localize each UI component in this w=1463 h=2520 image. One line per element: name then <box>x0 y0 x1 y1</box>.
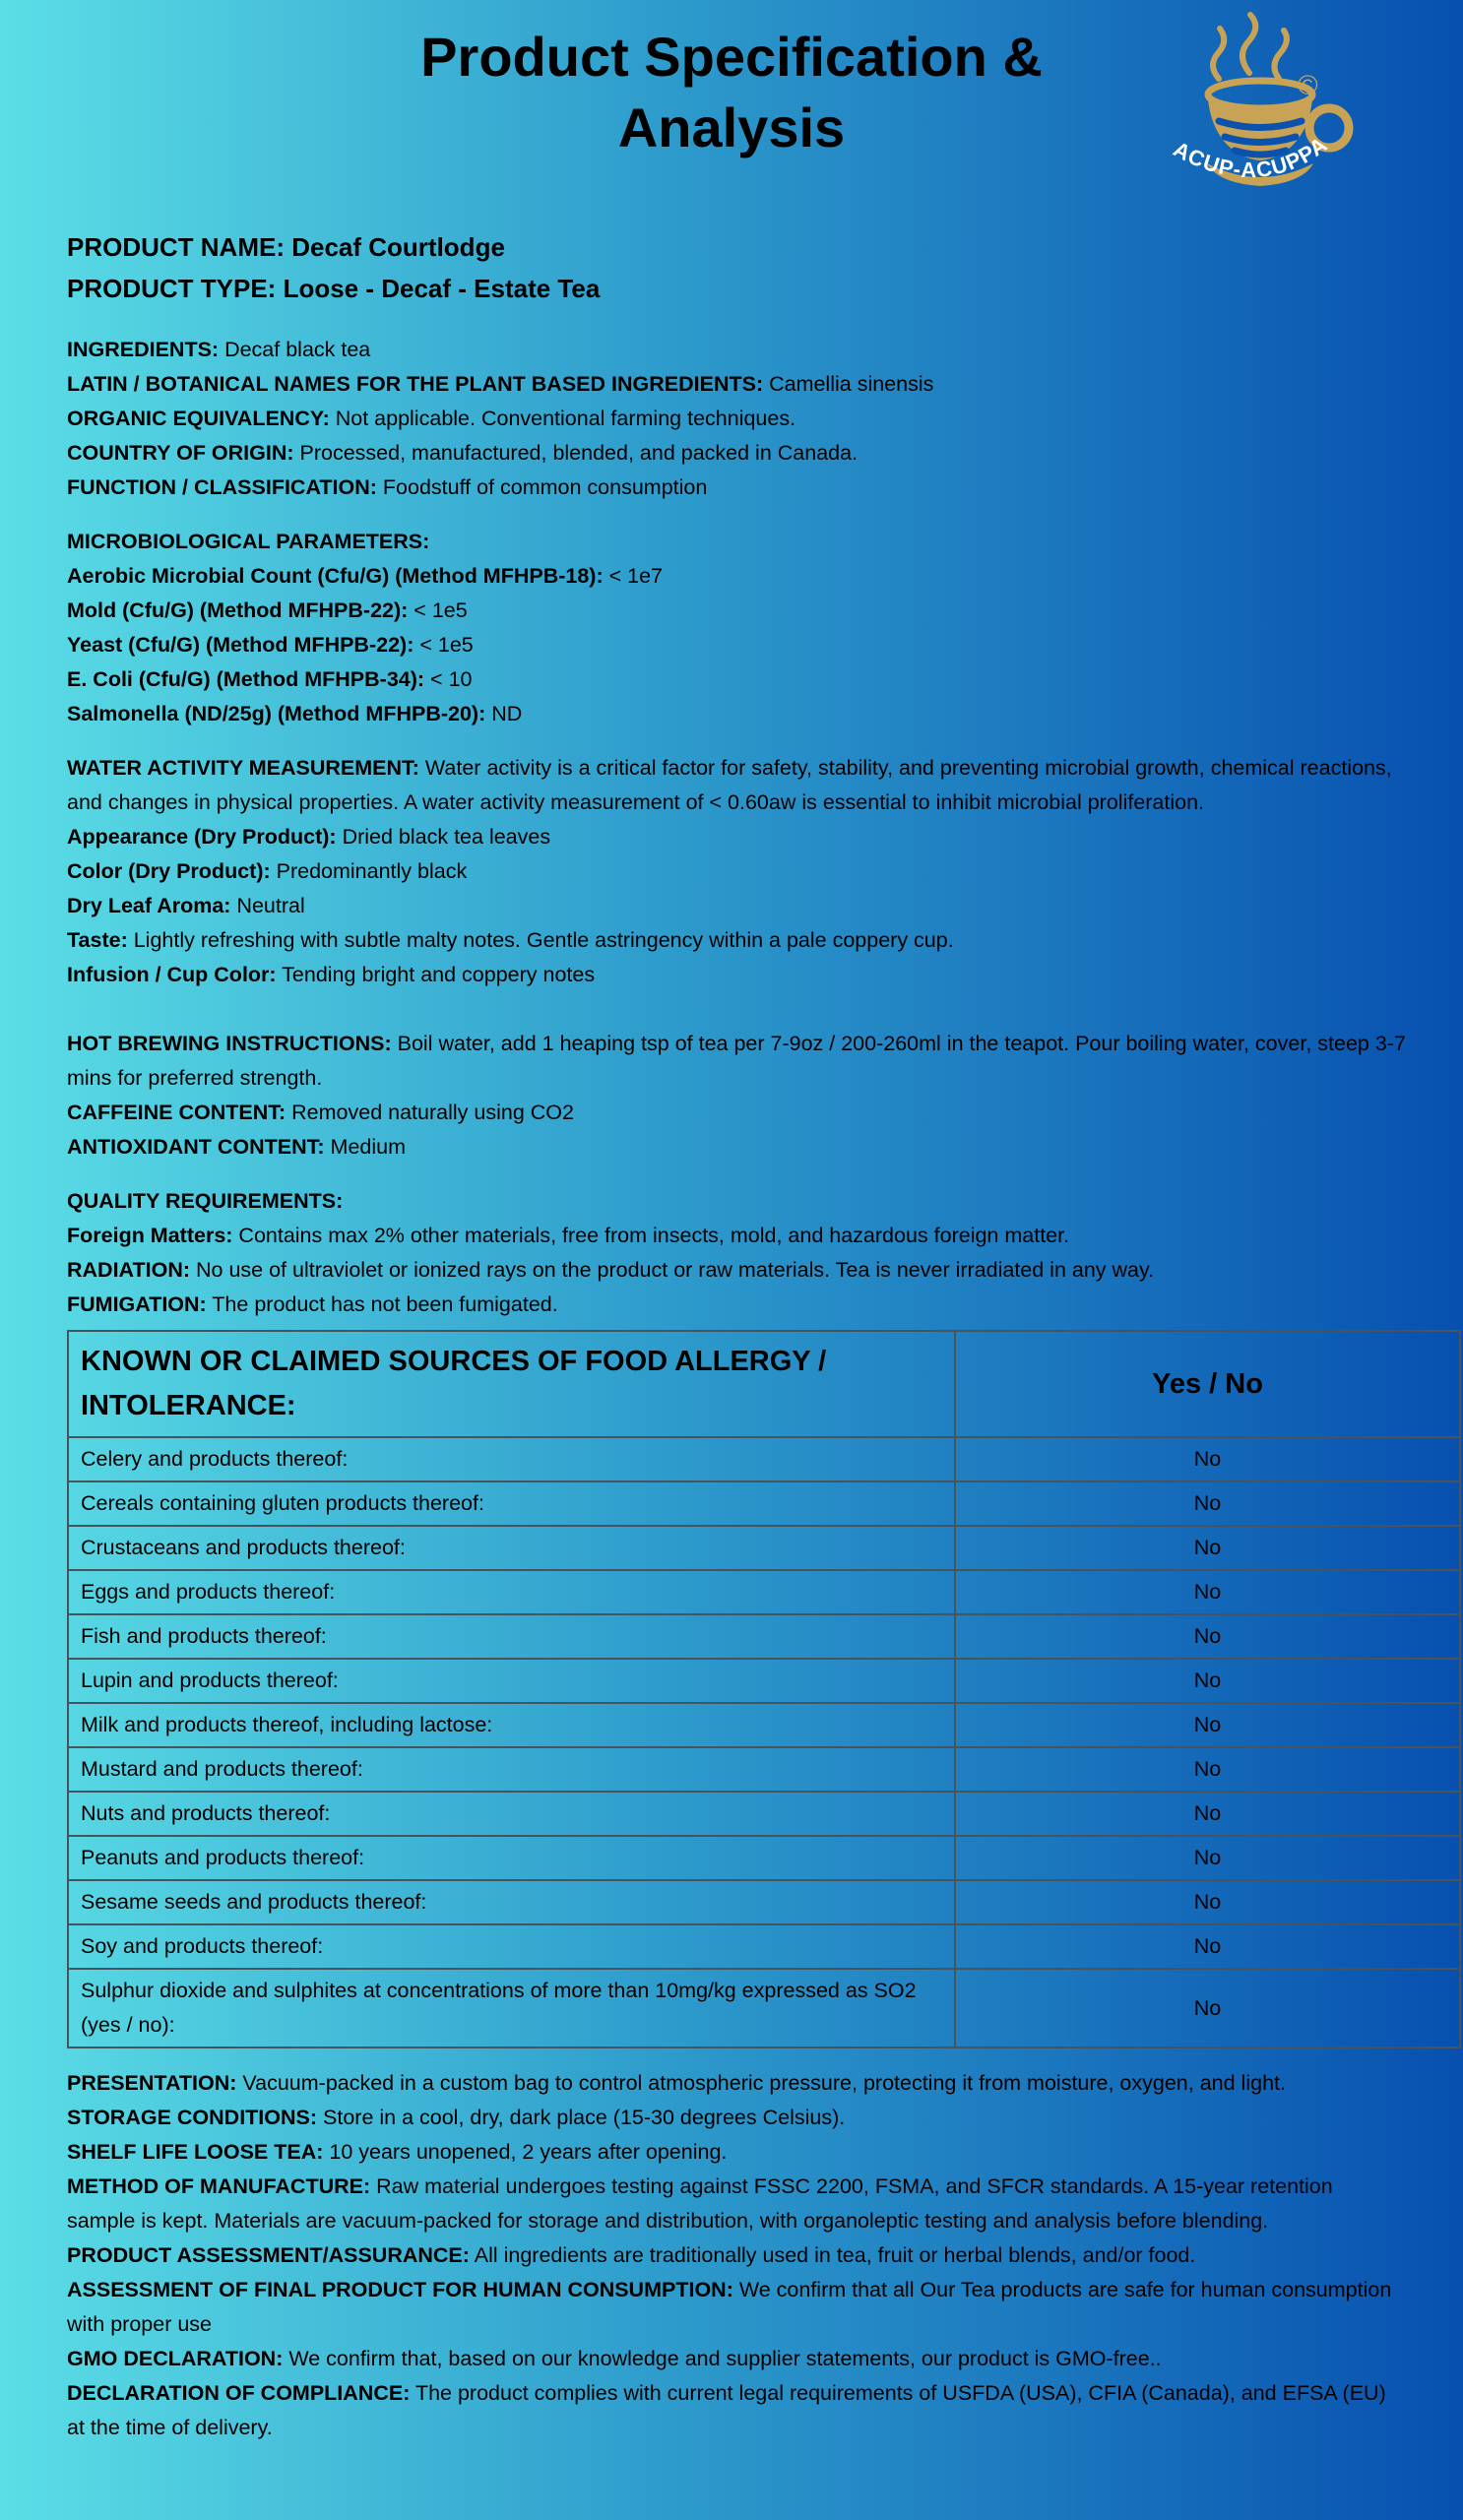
allergy-item-cell: Peanuts and products thereof: <box>68 1836 955 1880</box>
allergy-row-celery <box>68 1437 1460 1481</box>
allergy-item-cell: Soy and products thereof: <box>68 1924 955 1969</box>
field-value: Vacuum-packed in a custom bag to control atmospheric pressure, protecting it from moisture, oxygen, and light. <box>236 2071 1286 2095</box>
sensory-section <box>67 751 1406 992</box>
field-value: No use of ultraviolet or ionized rays on the product or raw materials. Tea is never irradiated in any way. <box>190 1258 1155 1282</box>
field-value: < 1e5 <box>413 633 474 657</box>
allergy-row-sulphur-dioxide <box>68 1969 1460 2048</box>
product-type-label: PRODUCT TYPE: <box>67 274 277 303</box>
field-value: ND <box>485 702 523 725</box>
product-assessment-line <box>67 2238 1406 2273</box>
allergy-item-cell: Mustard and products thereof: <box>68 1747 955 1792</box>
field-value: The product complies with current legal requirements of USFDA (USA), CFIA (Canada), and EFSA (EU) at the time of delivery. <box>67 2381 1386 2439</box>
field-value: Lightly refreshing with subtle malty notes. Gentle astringency within a pale coppery cup. <box>127 928 954 952</box>
field-value: < 1e5 <box>408 598 468 622</box>
allergy-item-cell: Cereals containing gluten products thereof: <box>68 1481 955 1526</box>
field-label: WATER ACTIVITY MEASUREMENT: <box>67 756 419 780</box>
infusion-color-line <box>67 958 1406 992</box>
field-label: FUMIGATION: <box>67 1292 207 1316</box>
intro-section <box>67 333 1406 505</box>
allergy-row-milk <box>68 1703 1460 1747</box>
allergy-item-cell: Milk and products thereof, including lactose: <box>68 1703 955 1747</box>
organic-equivalency-line <box>67 402 1406 436</box>
storage-conditions-line <box>67 2101 1406 2135</box>
field-label: RADIATION: <box>67 1258 191 1282</box>
microbiological-section <box>67 525 1406 731</box>
method-of-manufacture-line <box>67 2170 1406 2238</box>
field-label: Aerobic Microbial Count (Cfu/G) (Method MFHPB-18): <box>67 564 604 588</box>
allergy-header-row <box>68 1331 1460 1437</box>
field-label: Infusion / Cup Color: <box>67 963 277 986</box>
field-label: SHELF LIFE LOOSE TEA: <box>67 2140 324 2164</box>
allergy-table <box>67 1330 1461 2048</box>
field-value: Processed, manufactured, blended, and packed in Canada. <box>293 441 859 465</box>
field-label: Appearance (Dry Product): <box>67 825 337 849</box>
product-name-value: Decaf Courtlodge <box>285 232 505 262</box>
footer-section <box>67 2066 1406 2445</box>
field-value: Water activity is a critical factor for safety, stability, and preventing microbial growth, chemical reactions, and changes in physical properties. A water activity measurement of < 0.60aw is essential to inhibit microbial proliferation. <box>67 756 1392 814</box>
yeast-line <box>67 628 1406 662</box>
field-label: ANTIOXIDANT CONTENT: <box>67 1135 325 1159</box>
field-label: CAFFEINE CONTENT: <box>67 1101 286 1124</box>
quality-section <box>67 1184 1406 1322</box>
allergy-row-fish <box>68 1614 1460 1659</box>
allergy-row-sesame <box>68 1880 1460 1924</box>
field-label: PRESENTATION: <box>67 2071 237 2095</box>
field-value: Decaf black tea <box>219 338 371 361</box>
field-value: < 1e7 <box>603 564 664 588</box>
steam-icon <box>1213 15 1287 79</box>
product-type-line <box>67 268 1406 309</box>
allergy-row-cereals <box>68 1481 1460 1526</box>
page-title: Product Specification & Analysis <box>420 26 1043 158</box>
botanical-names-line <box>67 367 1406 402</box>
brewing-section <box>67 1027 1406 1165</box>
field-label: COUNTRY OF ORIGIN: <box>67 441 294 465</box>
field-label: E. Coli (Cfu/G) (Method MFHPB-34): <box>67 667 425 691</box>
microbiological-heading: MICROBIOLOGICAL PARAMETERS: <box>67 530 430 553</box>
allergy-value-cell: No <box>955 1437 1460 1481</box>
field-label: Yeast (Cfu/G) (Method MFHPB-22): <box>67 633 414 657</box>
field-label: HOT BREWING INSTRUCTIONS: <box>67 1032 392 1055</box>
presentation-line <box>67 2066 1406 2101</box>
field-label: METHOD OF MANUFACTURE: <box>67 2174 371 2198</box>
caffeine-line <box>67 1096 1406 1130</box>
allergy-row-soy <box>68 1924 1460 1969</box>
field-value: Medium <box>324 1135 407 1159</box>
field-label: STORAGE CONDITIONS: <box>67 2106 318 2129</box>
allergy-row-peanuts <box>68 1836 1460 1880</box>
allergy-value-cell: No <box>955 1747 1460 1792</box>
allergy-item-cell: Celery and products thereof: <box>68 1437 955 1481</box>
brand-logo <box>1162 10 1388 205</box>
shelf-life-line <box>67 2135 1406 2170</box>
hot-brewing-line <box>67 1027 1406 1096</box>
field-value: Tending bright and coppery notes <box>276 963 596 986</box>
field-value: Contains max 2% other materials, free from insects, mold, and hazardous foreign matter. <box>232 1224 1070 1247</box>
field-label: DECLARATION OF COMPLIANCE: <box>67 2381 411 2405</box>
product-type-value: Loose - Decaf - Estate Tea <box>276 274 601 303</box>
field-label: PRODUCT ASSESSMENT/ASSURANCE: <box>67 2243 470 2267</box>
product-name-line <box>67 226 1406 268</box>
final-product-assessment-line <box>67 2273 1406 2342</box>
field-label: Mold (Cfu/G) (Method MFHPB-22): <box>67 598 409 622</box>
field-value: Not applicable. Conventional farming techniques. <box>329 407 796 430</box>
field-value: Predominantly black <box>270 859 468 883</box>
allergy-item-cell: Sulphur dioxide and sulphites at concentrations of more than 10mg/kg expressed as SO2 (yes / no): <box>68 1969 955 2048</box>
field-value: Neutral <box>230 894 305 917</box>
appearance-line <box>67 820 1406 854</box>
foreign-matters-line <box>67 1219 1406 1253</box>
taste-line <box>67 923 1406 958</box>
field-label: Foreign Matters: <box>67 1224 233 1247</box>
allergy-row-mustard <box>68 1747 1460 1792</box>
field-label: FUNCTION / CLASSIFICATION: <box>67 475 377 499</box>
field-label: Salmonella (ND/25g) (Method MFHPB-20): <box>67 702 486 725</box>
field-value: Dried black tea leaves <box>336 825 551 849</box>
allergy-item-cell: Nuts and products thereof: <box>68 1792 955 1836</box>
field-label: Dry Leaf Aroma: <box>67 894 231 917</box>
field-value: We confirm that, based on our knowledge and supplier statements, our product is GMO-free.. <box>283 2347 1162 2370</box>
allergy-value-cell: No <box>955 1880 1460 1924</box>
field-value: Removed naturally using CO2 <box>286 1101 574 1124</box>
declaration-of-compliance-line <box>67 2376 1406 2445</box>
allergy-item-cell: Sesame seeds and products thereof: <box>68 1880 955 1924</box>
allergy-value-cell: No <box>955 1614 1460 1659</box>
allergy-item-cell: Eggs and products thereof: <box>68 1570 955 1614</box>
dry-color-line <box>67 854 1406 889</box>
allergy-value-cell: No <box>955 1659 1460 1703</box>
allergy-value-cell: No <box>955 1792 1460 1836</box>
field-label: INGREDIENTS: <box>67 338 220 361</box>
fumigation-line <box>67 1288 1406 1322</box>
copyright-symbol: © <box>1298 70 1318 100</box>
field-value: 10 years unopened, 2 years after opening. <box>323 2140 728 2164</box>
allergy-value-cell: No <box>955 1481 1460 1526</box>
allergy-item-cell: Crustaceans and products thereof: <box>68 1526 955 1570</box>
ecoli-line <box>67 662 1406 697</box>
aerobic-count-line <box>67 559 1406 594</box>
field-label: ASSESSMENT OF FINAL PRODUCT FOR HUMAN CONSUMPTION: <box>67 2278 733 2301</box>
field-value: All ingredients are traditionally used in tea, fruit or herbal blends, and/or food. <box>469 2243 1196 2267</box>
field-value: Foodstuff of common consumption <box>376 475 708 499</box>
water-activity-line <box>67 751 1406 820</box>
dry-leaf-aroma-line <box>67 889 1406 923</box>
product-name-label: PRODUCT NAME: <box>67 232 285 262</box>
allergy-item-cell: Lupin and products thereof: <box>68 1659 955 1703</box>
country-of-origin-line <box>67 436 1406 471</box>
allergy-value-cell: No <box>955 1836 1460 1880</box>
ingredients-line <box>67 333 1406 367</box>
allergy-row-crustaceans <box>68 1526 1460 1570</box>
allergy-value-cell: No <box>955 1526 1460 1570</box>
antioxidant-line <box>67 1130 1406 1165</box>
function-classification-line <box>67 471 1406 505</box>
allergy-header-cell: KNOWN OR CLAIMED SOURCES OF FOOD ALLERGY / INTOLERANCE: <box>68 1331 955 1437</box>
gmo-declaration-line <box>67 2342 1406 2376</box>
field-label: Color (Dry Product): <box>67 859 271 883</box>
radiation-line <box>67 1253 1406 1288</box>
allergy-value-cell: No <box>955 1924 1460 1969</box>
field-value: Boil water, add 1 heaping tsp of tea per 7-9oz / 200-260ml in the teapot. Pour boiling water, cover, steep 3-7 mins for preferred strength. <box>67 1032 1406 1090</box>
yes-no-header-cell: Yes / No <box>955 1331 1460 1437</box>
allergy-item-cell: Fish and products thereof: <box>68 1614 955 1659</box>
salmonella-line <box>67 697 1406 731</box>
field-label: LATIN / BOTANICAL NAMES FOR THE PLANT BASED INGREDIENTS: <box>67 372 764 396</box>
logo-arc-textpath: ACUP-ACUPPA <box>1169 131 1333 183</box>
field-value: We confirm that all Our Tea products are safe for human consumption with proper use <box>67 2278 1392 2336</box>
field-value: Camellia sinensis <box>763 372 934 396</box>
allergy-value-cell: No <box>955 1570 1460 1614</box>
field-label: Taste: <box>67 928 128 952</box>
field-value: Raw material undergoes testing against FSSC 2200, FSMA, and SFCR standards. A 15-year retention sample is kept. Materials are vacuum-packed for storage and distribution, with organoleptic testing and analysis before blending. <box>67 2174 1333 2233</box>
mold-line <box>67 594 1406 628</box>
field-value: The product has not been fumigated. <box>206 1292 558 1316</box>
field-label: ORGANIC EQUIVALENCY: <box>67 407 330 430</box>
quality-heading: QUALITY REQUIREMENTS: <box>67 1189 344 1213</box>
content <box>67 226 1406 2445</box>
allergy-row-lupin <box>68 1659 1460 1703</box>
allergy-row-nuts <box>68 1792 1460 1836</box>
product-identity <box>67 226 1406 309</box>
allergy-value-cell: No <box>955 1703 1460 1747</box>
allergy-row-eggs <box>68 1570 1460 1614</box>
allergy-value-cell: No <box>955 1969 1460 2048</box>
field-label: GMO DECLARATION: <box>67 2347 284 2370</box>
field-value: Store in a cool, dry, dark place (15-30 degrees Celsius). <box>317 2106 846 2129</box>
field-value: < 10 <box>424 667 473 691</box>
